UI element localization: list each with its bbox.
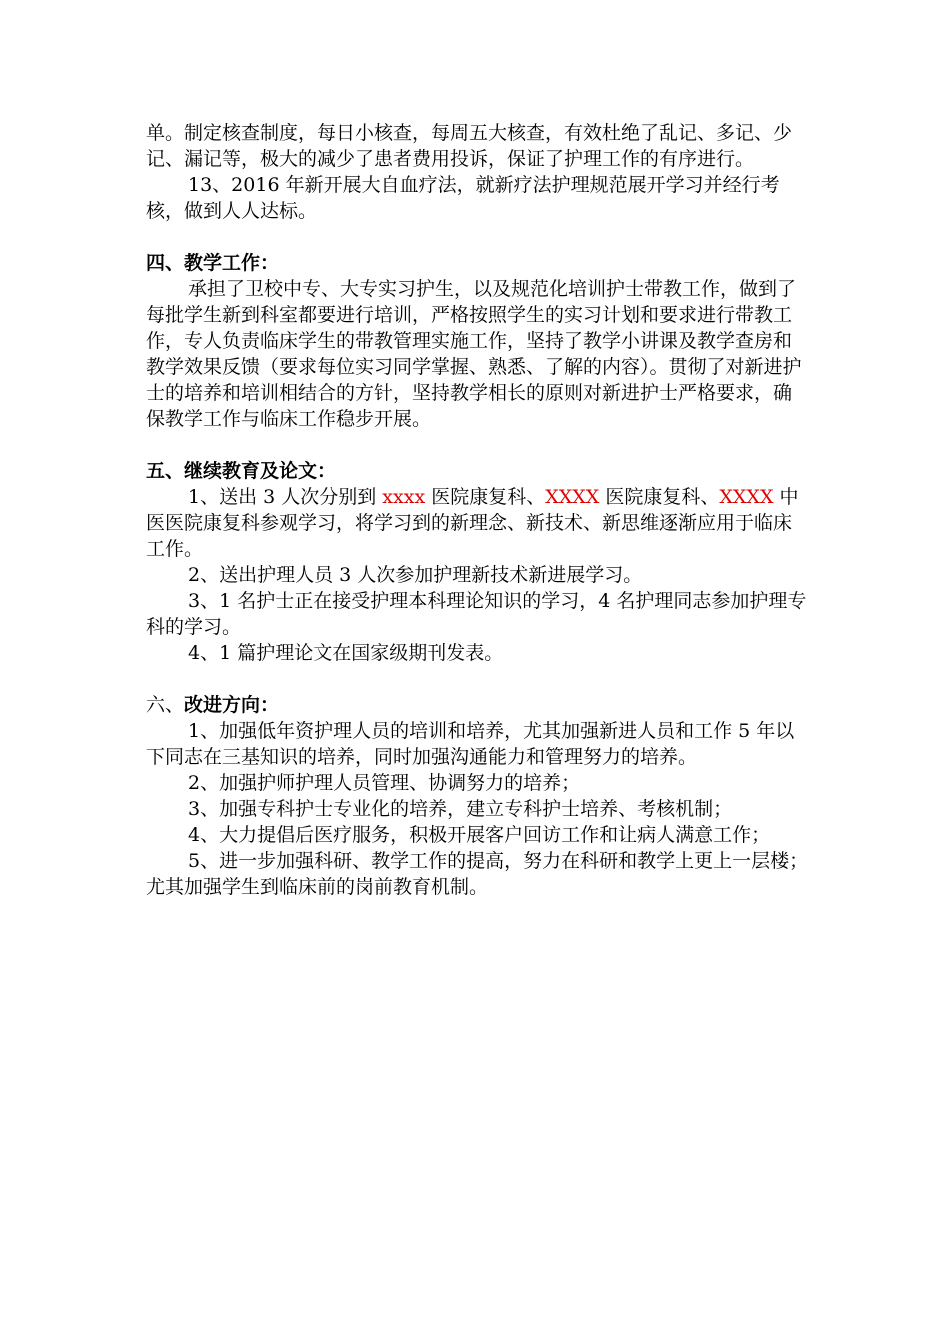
heading-number: 六、 — [146, 694, 185, 716]
section-6-heading — [146, 692, 810, 718]
section-6-item-5: 5、进一步加强科研、教学工作的提高，努力在科研和教学上更上一层楼；尤其加强学生到临床前的岗前教育机制。 — [146, 850, 809, 898]
section-5-item-2: 2、送出护理人员 3 人次参加护理新技术新进展学习。 — [188, 564, 643, 586]
paragraph-12-continuation: 单。制定核查制度，每日小核查，每周五大核查，有效杜绝了乱记、多记、少记、漏记等，极大的减少了患者费用投诉，保证了护理工作的有序进行。 — [146, 122, 793, 170]
section-6-item-1: 1、加强低年资护理人员的培训和培养，尤其加强新进人员和工作 5 年以下同志在三基知识的培养，同时加强沟通能力和管理努力的培养。 — [146, 720, 795, 768]
section-4-body: 承担了卫校中专、大专实习护生，以及规范化培训护士带教工作，做到了每批学生新到科室都要进行培训，严格按照学生的实习计划和要求进行带教工作，专人负责临床学生的带教管理实施工作，坚持了教学小讲课及教学查房和教学效果反馈（要求每位实习同学掌握、熟悉、了解的内容）。贯彻了对新进护士的培养和培训相结合的方针，坚持教学相长的原则对新进护士严格要求，确保教学工作与临床工作稳步开展。 — [146, 278, 802, 430]
item-text: 1、送出 3 人次分别到 — [188, 486, 383, 508]
item-text: 医院康复科、 — [425, 486, 546, 508]
section-5-heading: 五、继续教育及论文： — [146, 460, 337, 482]
section-6-item-3: 3、加强专科护士专业化的培养，建立专科护士培养、考核机制； — [188, 798, 733, 820]
section-5-item-3: 3、1 名护士正在接受护理本科理论知识的学习，4 名护理同志参加护理专科的学习。 — [146, 590, 807, 638]
section-6-item-2: 2、加强护师护理人员管理、协调努力的培养； — [188, 772, 581, 794]
redacted-hospital-name: XXXX — [719, 486, 774, 508]
item-text: 中医医院康复科参观学习，将学习到的新理念、新技术、新思维逐渐应用于临床工作。 — [146, 486, 799, 560]
item-text: 医院康复科、 — [599, 486, 720, 508]
redacted-hospital-name: XXXX — [545, 486, 600, 508]
section-5-item-1 — [146, 484, 810, 562]
section-5-item-4: 4、1 篇护理论文在国家级期刊发表。 — [188, 642, 504, 664]
section-6-item-4: 4、大力提倡后医疗服务，积极开展客户回访工作和让病人满意工作； — [188, 824, 771, 846]
redacted-hospital-name: xxxx — [382, 486, 426, 508]
heading-text: 改进方向： — [184, 694, 280, 716]
document-page — [146, 120, 810, 900]
section-4-heading: 四、教学工作： — [146, 252, 280, 274]
paragraph-13: 13、2016 年新开展大自血疗法，就新疗法护理规范展开学习并经行考核，做到人人达标。 — [146, 174, 780, 222]
